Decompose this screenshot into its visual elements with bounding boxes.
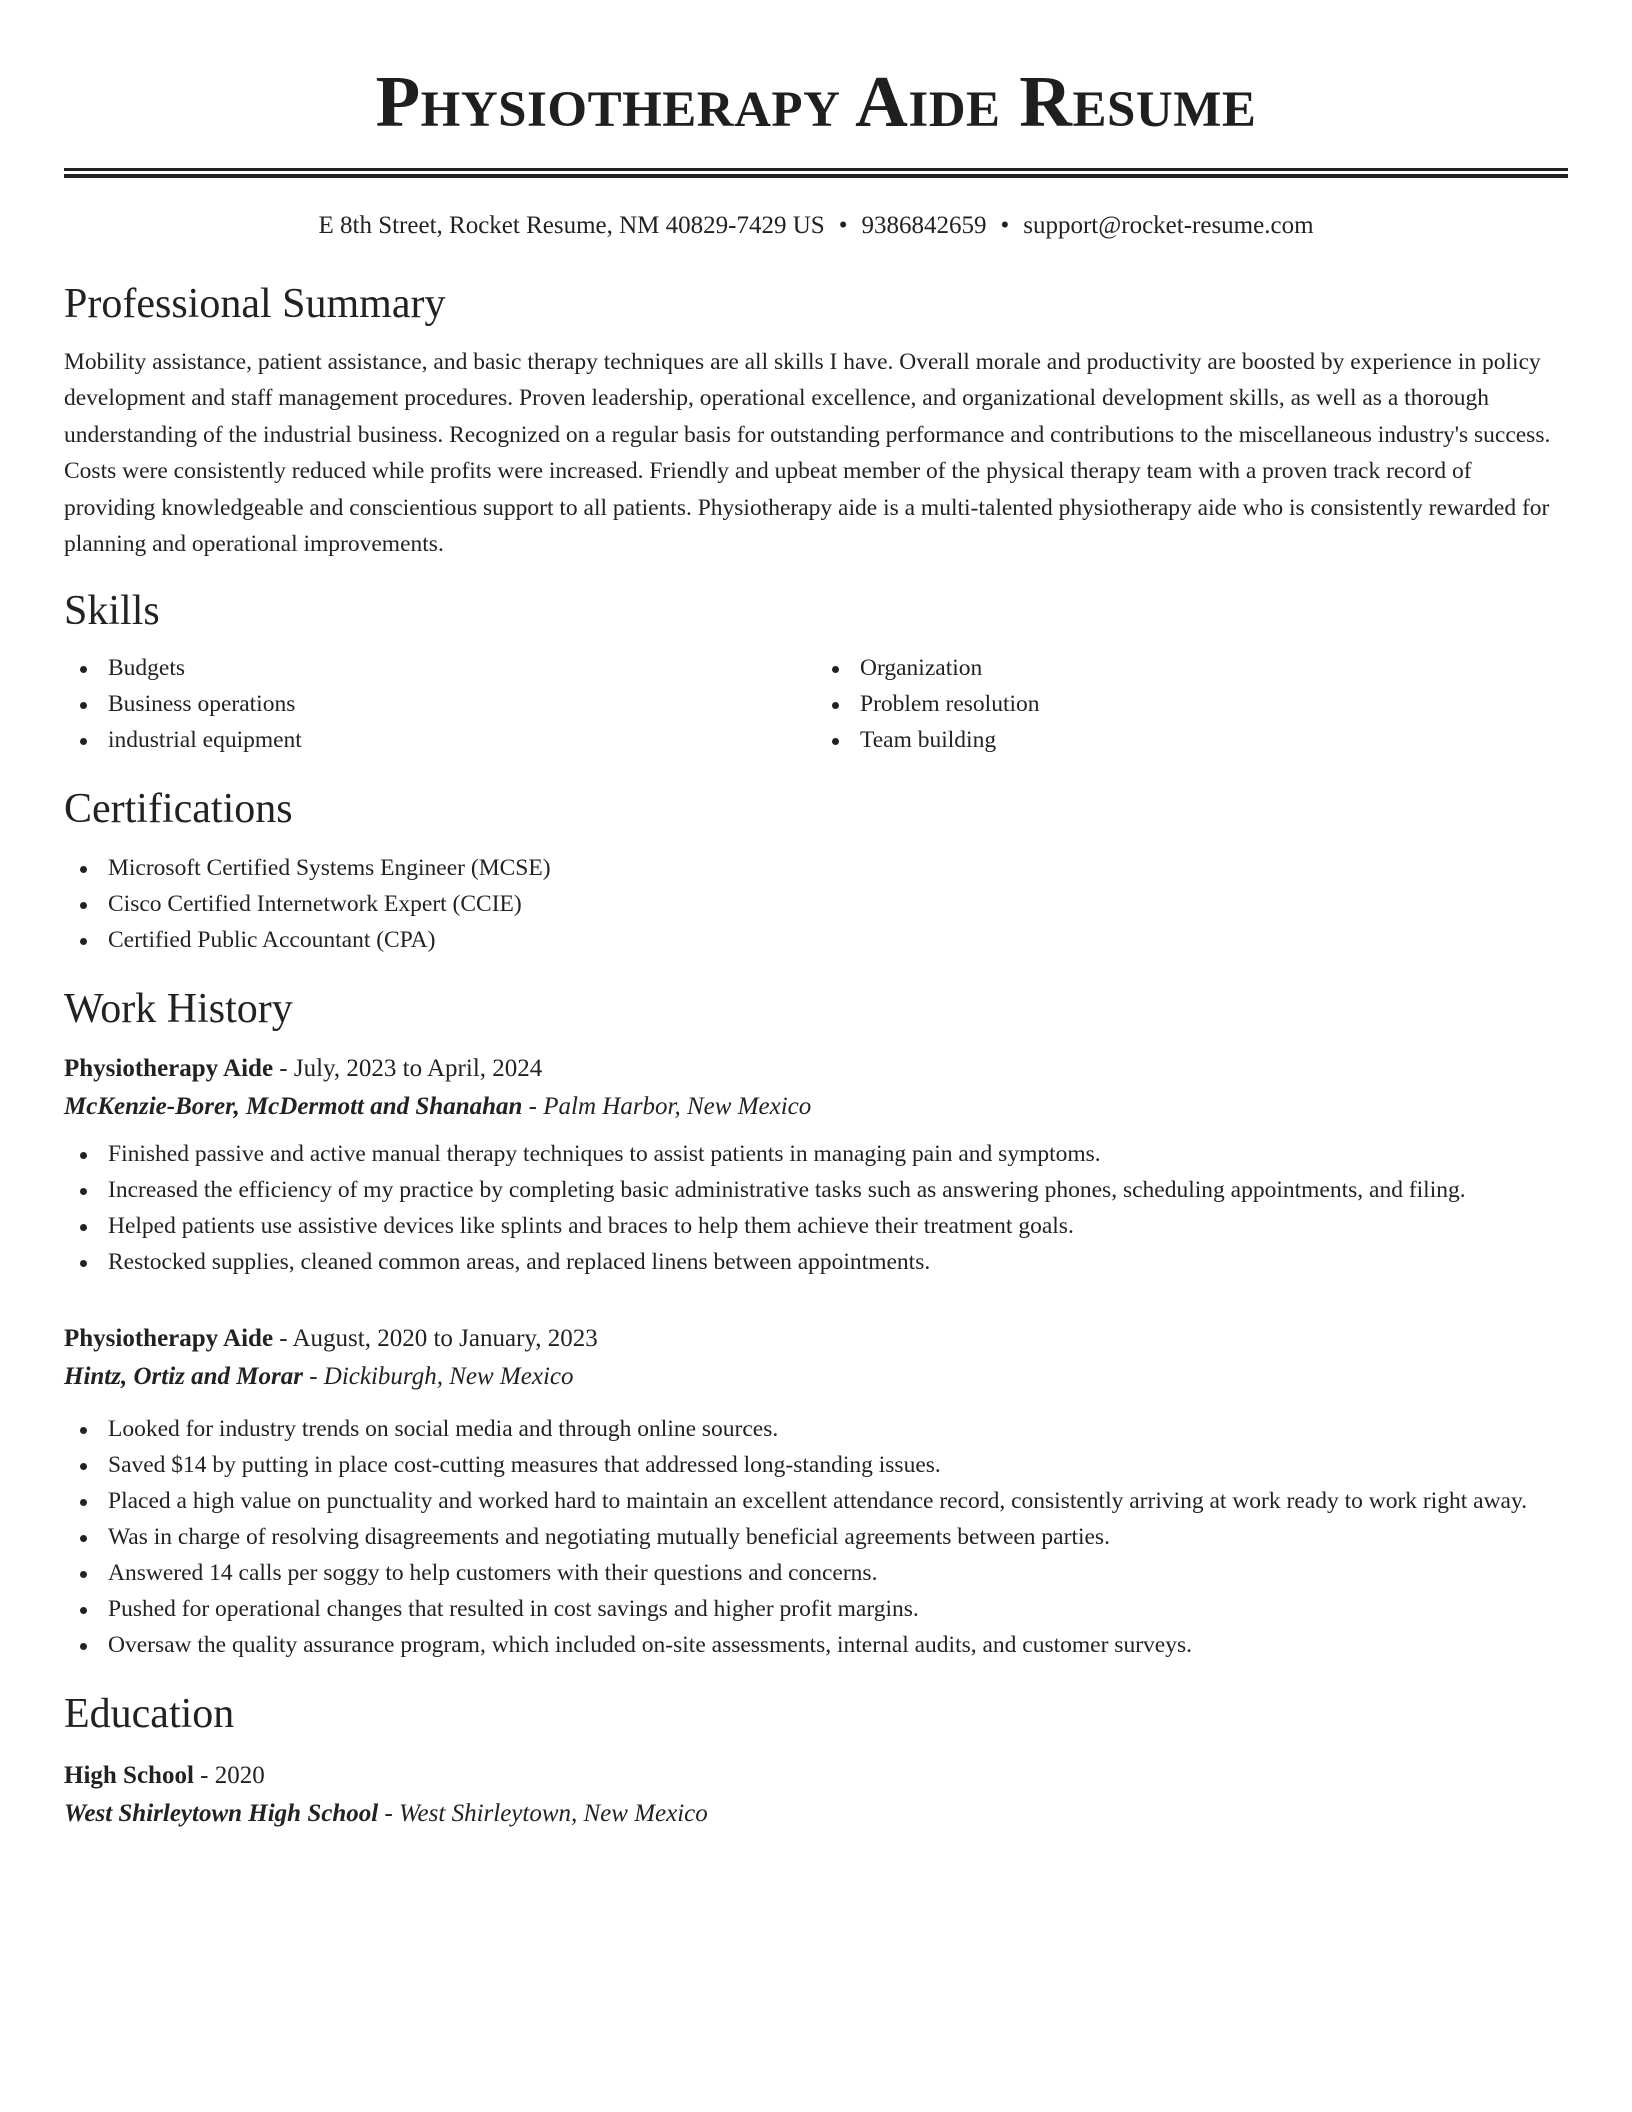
skill-item: Business operations xyxy=(64,686,816,722)
job-duties-list xyxy=(64,1136,1568,1280)
skills-right-column xyxy=(816,650,1568,758)
skill-item: Problem resolution xyxy=(816,686,1568,722)
contact-line xyxy=(64,211,1568,241)
job-location: Dickiburgh, New Mexico xyxy=(323,1363,574,1391)
job-employer-line: McKenzie-Borer, McDermott and Shanahan - Palm Harbor, New Mexico xyxy=(64,1093,812,1121)
skill-item: Budgets xyxy=(64,650,816,686)
skill-item: industrial equipment xyxy=(64,722,816,758)
contact-address: E 8th Street, Rocket Resume, NM 40829-7429 US xyxy=(318,212,825,239)
skills-columns xyxy=(64,650,1568,758)
education-degree: High School xyxy=(64,1762,194,1790)
job-location: Palm Harbor, New Mexico xyxy=(543,1093,812,1121)
job-entry xyxy=(64,1050,1568,1280)
education-section xyxy=(64,1689,1568,1833)
work-history-section xyxy=(64,984,1568,1663)
skills-left-column xyxy=(64,650,816,758)
job-duty: Was in charge of resolving disagreements and negotiating mutually beneficial agreements between parties. xyxy=(64,1519,1568,1555)
job-dates: July, 2023 to April, 2024 xyxy=(293,1055,543,1083)
certifications-list xyxy=(64,850,1568,958)
education-school-line: West Shirleytown High School - West Shirleytown, New Mexico xyxy=(64,1800,708,1828)
skills-heading: Skills xyxy=(64,588,160,635)
certification-item: Certified Public Accountant (CPA) xyxy=(64,922,1568,958)
resume-title: Physiotherapy Aide Resume xyxy=(375,61,1257,142)
job-employer-line: Hintz, Ortiz and Morar - Dickiburgh, New Mexico xyxy=(64,1363,574,1391)
education-header: High School - 2020 xyxy=(64,1762,265,1790)
job-duty: Helped patients use assistive devices like splints and braces to help them achieve their treatment goals. xyxy=(64,1208,1568,1244)
job-duty: Looked for industry trends on social media and through online sources. xyxy=(64,1411,1568,1447)
contact-email[interactable]: support@rocket-resume.com xyxy=(1023,212,1314,239)
certifications-section xyxy=(64,784,1568,958)
skill-item: Team building xyxy=(816,722,1568,758)
skills-section xyxy=(64,586,1568,758)
job-employer: McKenzie-Borer, McDermott and Shanahan xyxy=(64,1093,523,1121)
certification-item: Cisco Certified Internetwork Expert (CCIE) xyxy=(64,886,1568,922)
job-dates: August, 2020 to January, 2023 xyxy=(292,1325,598,1353)
job-duty: Increased the efficiency of my practice by completing basic administrative tasks such as answering phones, scheduling appointments, and filing. xyxy=(64,1172,1568,1208)
education-location: West Shirleytown, New Mexico xyxy=(399,1800,708,1828)
job-duty: Finished passive and active manual therapy techniques to assist patients in managing pain and symptoms. xyxy=(64,1136,1568,1172)
job-entry xyxy=(64,1320,1568,1663)
job-duty: Saved $14 by putting in place cost-cutting measures that addressed long-standing issues. xyxy=(64,1447,1568,1483)
job-role: Physiotherapy Aide xyxy=(64,1325,274,1353)
work-history-heading: Work History xyxy=(64,986,293,1033)
job-duty: Placed a high value on punctuality and worked hard to maintain an excellent attendance record, consistently arriving at work ready to work right away. xyxy=(64,1483,1568,1519)
skill-item: Organization xyxy=(816,650,1568,686)
education-year: 2020 xyxy=(214,1762,265,1790)
education-school: West Shirleytown High School xyxy=(64,1800,379,1828)
job-duty: Pushed for operational changes that resulted in cost savings and higher profit margins. xyxy=(64,1591,1568,1627)
certification-item: Microsoft Certified Systems Engineer (MCSE) xyxy=(64,850,1568,886)
job-duty: Restocked supplies, cleaned common areas, and replaced linens between appointments. xyxy=(64,1244,1568,1280)
job-duty: Answered 14 calls per soggy to help customers with their questions and concerns. xyxy=(64,1555,1568,1591)
summary-section xyxy=(64,279,1568,562)
job-employer: Hintz, Ortiz and Morar xyxy=(64,1363,303,1391)
job-header: Physiotherapy Aide - August, 2020 to January, 2023 xyxy=(64,1325,598,1353)
contact-separator: • xyxy=(838,212,848,239)
education-heading: Education xyxy=(64,1691,235,1738)
job-header: Physiotherapy Aide - July, 2023 to April, 2024 xyxy=(64,1055,543,1083)
job-role: Physiotherapy Aide xyxy=(64,1055,274,1083)
title-divider xyxy=(64,168,1568,178)
contact-separator: • xyxy=(1000,212,1010,239)
certifications-heading: Certifications xyxy=(64,786,293,833)
job-duty: Oversaw the quality assurance program, which included on-site assessments, internal audits, and customer surveys. xyxy=(64,1627,1568,1663)
job-duties-list xyxy=(64,1411,1568,1663)
summary-heading: Professional Summary xyxy=(64,281,446,327)
contact-phone[interactable]: 9386842659 xyxy=(861,212,987,239)
summary-text: Mobility assistance, patient assistance, and basic therapy techniques are all skills I have. Overall morale and productivity are boosted by experience in policy development and staff management procedures. Proven leadership, operational excellence, and organizational development skills, as well as a thorough understanding of the industrial business. Recognized on a regular basis for outstanding performance and contributions to the miscellaneous industry's success. Costs were consistently reduced while profits were increased. Friendly and upbeat member of the physical therapy team with a proven track record of providing knowledgeable and conscientious support to all patients. Physiotherapy aide is a multi-talented physiotherapy aide who is consistently rewarded for planning and operational improvements. xyxy=(64,349,1551,558)
